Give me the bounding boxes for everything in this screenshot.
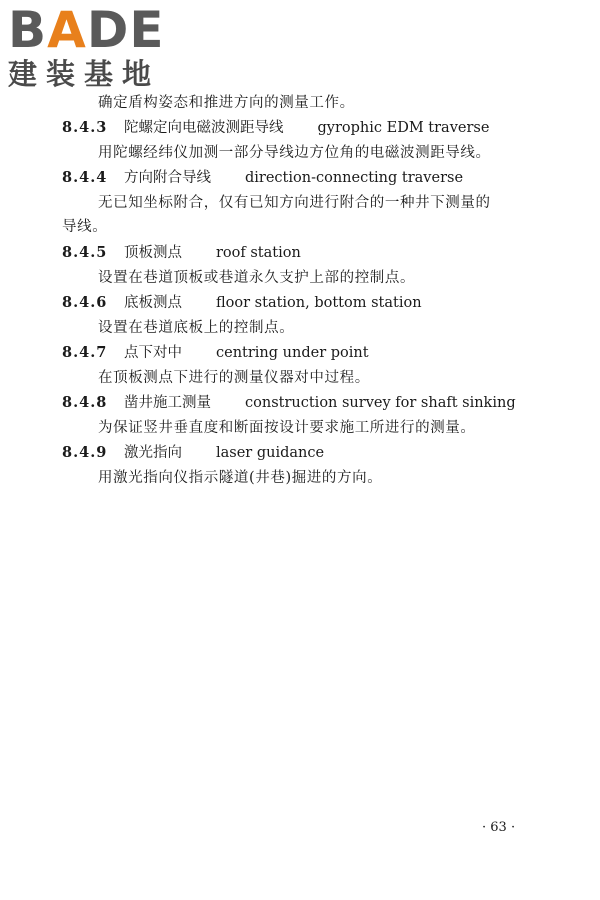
term-heading: [62, 293, 422, 313]
term-definition: 设置在巷道顶板或巷道永久支护上部的控制点。: [98, 270, 416, 286]
term-chinese: 底板测点: [124, 295, 182, 311]
term-chinese: 方向附合导线: [124, 170, 211, 186]
term-definition: 为保证竖井垂直度和断面按设计要求施工所进行的测量。: [98, 420, 476, 436]
term-definition: 用陀螺经纬仪加测一部分导线边方位角的电磁波测距导线。: [98, 145, 491, 161]
term-heading: [62, 343, 369, 363]
term-definition: 在顶板测点下进行的测量仪器对中过程。: [98, 370, 370, 386]
term-number: 8.4.3: [62, 119, 108, 136]
logo-wordmark: BADE: [8, 1, 165, 59]
term-chinese: 点下对中: [124, 345, 182, 361]
term-english: construction survey for shaft sinking: [245, 395, 516, 411]
term-definition: 用激光指向仪指示隧道(井巷)掘进的方向。: [98, 470, 383, 486]
term-number: 8.4.9: [62, 444, 108, 461]
term-chinese: 顶板测点: [124, 245, 182, 261]
term-english: laser guidance: [216, 445, 325, 461]
intro-line: 确定盾构姿态和推进方向的测量工作。: [98, 95, 355, 111]
term-number: 8.4.5: [62, 244, 108, 261]
term-heading: [62, 118, 489, 138]
term-heading: [62, 168, 463, 188]
term-chinese: 激光指向: [124, 445, 182, 461]
term-number: 8.4.4: [62, 169, 108, 186]
term-definition: 设置在巷道底板上的控制点。: [98, 320, 295, 336]
term-chinese: 凿井施工测量: [124, 395, 211, 411]
term-heading: [62, 243, 301, 263]
term-english: centring under point: [216, 345, 369, 361]
term-english: floor station, bottom station: [216, 295, 422, 311]
term-heading: [62, 443, 324, 463]
term-number: 8.4.7: [62, 344, 108, 361]
term-definition: 无已知坐标附合，仅有已知方向进行附合的一种井下测量的: [98, 195, 491, 211]
term-chinese: 陀螺定向电磁波测距导线: [124, 120, 284, 136]
term-number: 8.4.6: [62, 294, 108, 311]
page-number: · 63 ·: [482, 820, 516, 835]
logo-subtitle: 建装基地: [8, 57, 161, 91]
term-heading: [62, 393, 516, 413]
term-english: gyrophic EDM traverse: [317, 120, 490, 136]
term-english: direction-connecting traverse: [245, 170, 464, 186]
term-number: 8.4.8: [62, 394, 108, 411]
term-definition-continued: 导线。: [62, 219, 108, 235]
term-english: roof station: [216, 245, 301, 261]
